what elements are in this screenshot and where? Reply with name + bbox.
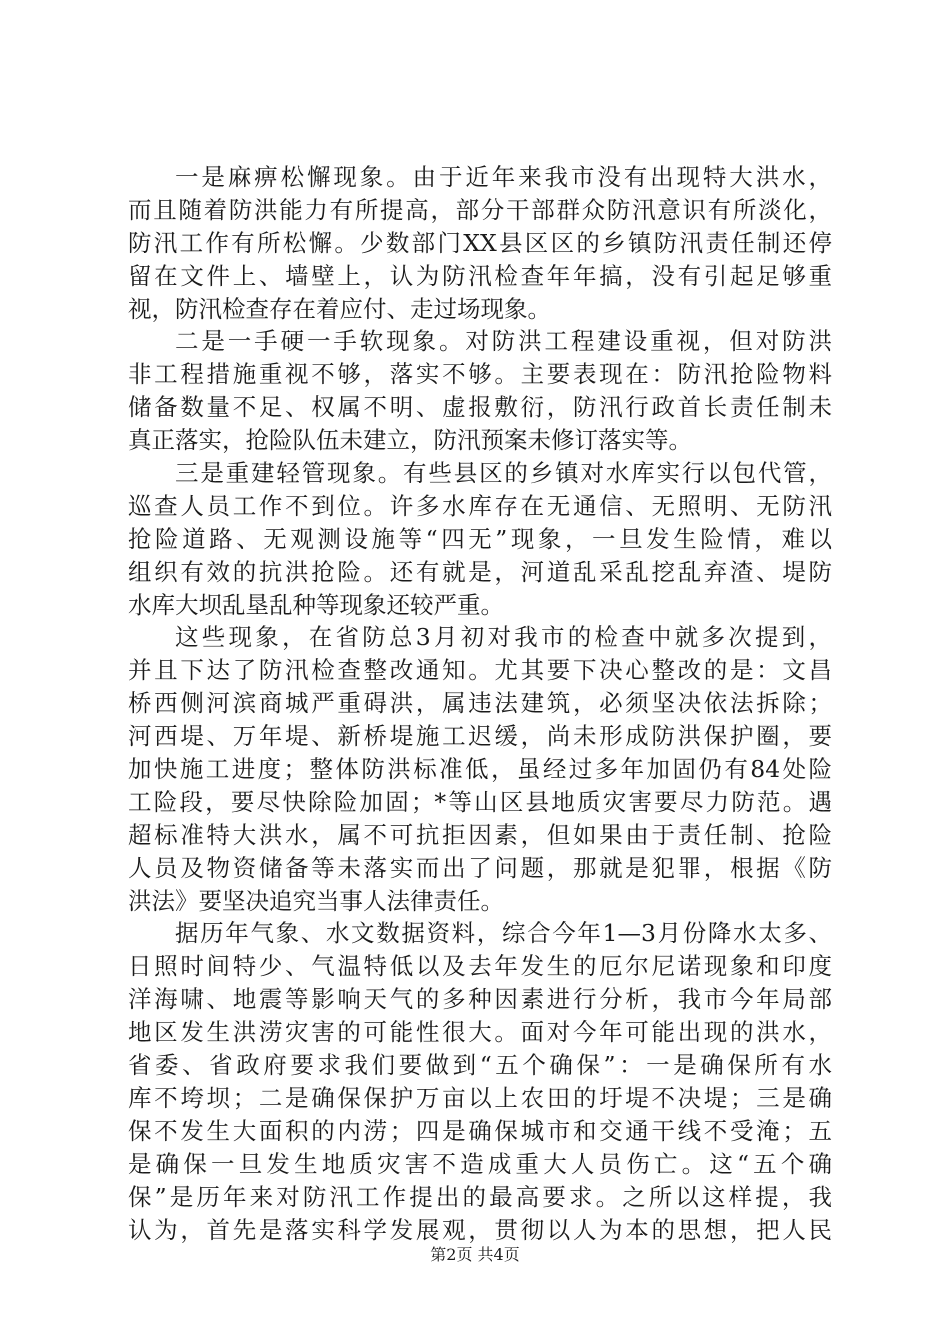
text-line: 这些现象，在省防总3月初对我市的检查中就多次提到， <box>175 623 832 652</box>
text-line: 储备数量不足、权属不明、虚报敷衍，防汛行政首长责任制未 <box>128 393 832 422</box>
text-line: 一是麻痹松懈现象。由于近年来我市没有出现特大洪水， <box>175 163 832 191</box>
text-line: 人员及物资储备等未落实而出了问题，那就是犯罪，根据《防 <box>128 853 832 882</box>
text-line: 日照时间特少、气温特低以及去年发生的厄尔尼诺现象和印度 <box>128 952 832 981</box>
text-line: 库不垮坝；二是确保保护万亩以上农田的圩堤不决堤；三是确 <box>128 1083 832 1112</box>
text-line: 超标准特大洪水，属不可抗拒因素，但如果由于责任制、抢险 <box>128 820 832 849</box>
text-line: 省委、省政府要求我们要做到“五个确保”：一是确保所有水 <box>128 1051 832 1080</box>
text-line: 抢险道路、无观测设施等“四无”现象，一旦发生险情，难以 <box>128 524 832 553</box>
text-line: 加快施工进度；整体防洪标准低，虽经过多年加固仍有84处险 <box>128 755 832 784</box>
text-line: 并且下达了防汛检查整改通知。尤其要下决心整改的是：文昌 <box>128 656 832 685</box>
text-line: 认为，首先是落实科学发展观，贯彻以人为本的思想，把人民 <box>128 1215 832 1244</box>
text-line: 保不发生大面积的内涝；四是确保城市和交通干线不受淹；五 <box>128 1116 832 1145</box>
text-line: 洋海啸、地震等影响天气的多种因素进行分析，我市今年局部 <box>128 985 832 1014</box>
text-line: 桥西侧河滨商城严重碍洪，属违法建筑，必须坚决依法拆除； <box>128 689 832 718</box>
text-line: 视，防汛检查存在着应付、走过场现象。 <box>128 294 551 323</box>
text-line: 地区发生洪涝灾害的可能性很大。面对今年可能出现的洪水， <box>128 1018 832 1047</box>
text-line: 组织有效的抗洪抢险。还有就是，河道乱采乱挖乱弃渣、堤防 <box>128 557 832 586</box>
text-line: 巡查人员工作不到位。许多水库存在无通信、无照明、无防汛 <box>128 491 832 520</box>
page-number-footer: 第2页 共4页 <box>430 1245 520 1264</box>
text-line: 非工程措施重视不够，落实不够。主要表现在：防汛抢险物料 <box>128 360 832 389</box>
text-line: 三是重建轻管现象。有些县区的乡镇对水库实行以包代管， <box>175 459 832 488</box>
text-line: 而且随着防洪能力有所提高，部分干部群众防汛意识有所淡化， <box>128 195 832 224</box>
document-body <box>128 161 832 1246</box>
text-line: 据历年气象、水文数据资料，综合今年1—3月份降水太多、 <box>175 919 832 948</box>
text-line: 是确保一旦发生地质灾害不造成重大人员伤亡。这“五个确 <box>128 1149 832 1178</box>
text-line: 水库大坝乱垦乱种等现象还较严重。 <box>128 590 504 619</box>
text-line: 防汛工作有所松懈。少数部门XX县区区的乡镇防汛责任制还停 <box>128 228 832 257</box>
text-line: 保”是历年来对防汛工作提出的最高要求。之所以这样提，我 <box>128 1182 832 1211</box>
text-line: 工险段，要尽快除险加固；*等山区县地质灾害要尽力防范。遇 <box>128 787 832 816</box>
text-line: 河西堤、万年堤、新桥堤施工迟缓，尚未形成防洪保护圈，要 <box>128 722 832 751</box>
text-line: 二是一手硬一手软现象。对防洪工程建设重视，但对防洪 <box>175 327 832 356</box>
text-line: 真正落实，抢险队伍未建立，防汛预案未修订落实等。 <box>128 426 692 455</box>
text-line: 留在文件上、墙壁上，认为防汛检查年年搞，没有引起足够重 <box>128 261 832 290</box>
text-line: 洪法》要坚决追究当事人法律责任。 <box>128 886 504 915</box>
